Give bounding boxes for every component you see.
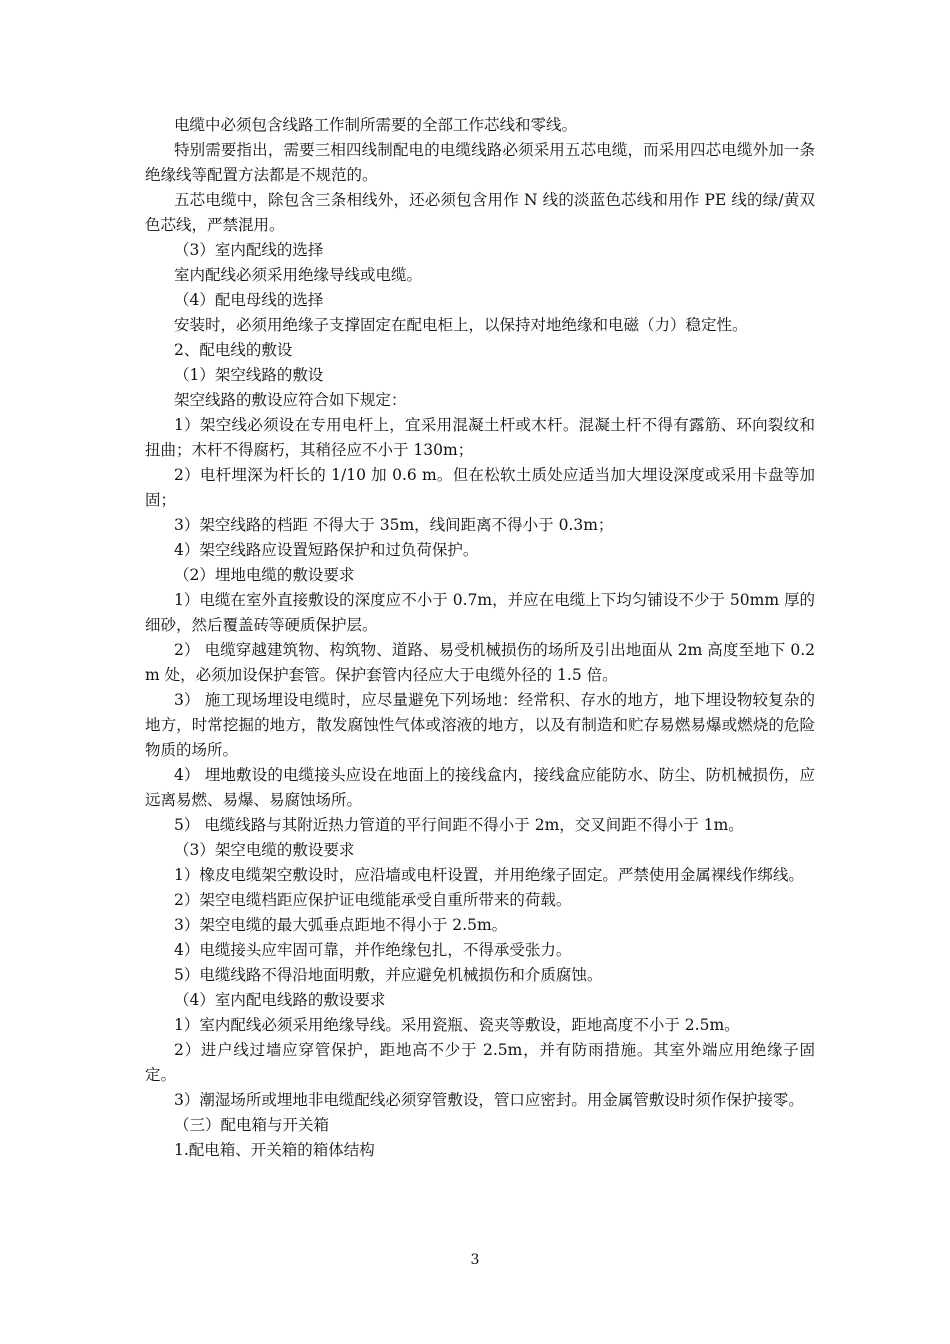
paragraph: 五芯电缆中，除包含三条相线外，还必须包含用作 N 线的淡蓝色芯线和用作 PE 线的绿/黄双色芯线，严禁混用。: [145, 191, 815, 234]
page-number: 3: [470, 1252, 480, 1268]
section-heading: （3）室内配线的选择: [174, 241, 324, 259]
document-body: [145, 113, 815, 1163]
paragraph: 室内配线必须采用绝缘导线或电缆。: [174, 266, 423, 284]
paragraph: 安装时，必须用绝缘子支撑固定在配电柜上，以保持对地绝缘和电磁（力）稳定性。: [174, 316, 748, 334]
list-item: 4）电缆接头应牢固可靠，并作绝缘包扎，不得承受张力。: [174, 941, 572, 959]
list-item: 1）橡皮电缆架空敷设时，应沿墙或电杆设置，并用绝缘子固定。严禁使用金属裸线作绑线。: [174, 866, 804, 884]
list-item: 3） 施工现场埋设电缆时，应尽量避免下列场地：经常积、存水的地方，地下埋设物较复杂的地方，时常挖掘的地方，散发腐蚀性气体或溶液的地方，以及有制造和贮存易燃易爆或燃烧的危险物质的场所。: [145, 691, 815, 759]
list-item: 5） 电缆线路与其附近热力管道的平行间距不得小于 2m，交叉间距不得小于 1m。: [174, 816, 744, 834]
paragraph: 电缆中必须包含线路工作制所需要的全部工作芯线和零线。: [174, 116, 578, 134]
section-heading: 1.配电箱、开关箱的箱体结构: [174, 1141, 375, 1159]
section-heading: （4）室内配电线路的敷设要求: [174, 991, 386, 1009]
list-item: 5）电缆线路不得沿地面明敷，并应避免机械损伤和介质腐蚀。: [174, 966, 603, 984]
list-item: 1）室内配线必须采用绝缘导线。采用瓷瓶、瓷夹等敷设，距地高度不小于 2.5m。: [174, 1016, 740, 1034]
section-heading: （三）配电箱与开关箱: [174, 1116, 330, 1134]
list-item: 2） 电缆穿越建筑物、构筑物、道路、易受机械损伤的场所及引出地面从 2m 高度至地下 0.2m 处，必须加设保护套管。保护套管内径应大于电缆外径的 1.5 倍。: [145, 641, 815, 684]
section-heading: （2）埋地电缆的敷设要求: [174, 566, 355, 584]
list-item: 2）进户线过墙应穿管保护，距地高不少于 2.5m，并有防雨措施。其室外端应用绝缘子固定。: [145, 1041, 815, 1084]
list-item: 3）架空线路的档距 不得大于 35m，线间距离不得小于 0.3m；: [174, 516, 614, 534]
list-item: 3）架空电缆的最大弧垂点距地不得小于 2.5m。: [174, 916, 508, 934]
list-item: 2）架空电缆档距应保护证电缆能承受自重所带来的荷载。: [174, 891, 572, 909]
section-heading: （1）架空线路的敷设: [174, 366, 324, 384]
list-item: 1）电缆在室外直接敷设的深度应不小于 0.7m，并应在电缆上下均匀铺设不少于 50mm 厚的细砂，然后覆盖砖等硬质保护层。: [145, 591, 815, 634]
list-item: 2）电杆埋深为杆长的 1/10 加 0.6 m。但在松软土质处应适当加大埋设深度或采用卡盘等加固；: [145, 466, 815, 509]
list-item: 4）架空线路应设置短路保护和过负荷保护。: [174, 541, 479, 559]
list-item: 1）架空线必须设在专用电杆上，宜采用混凝土杆或木杆。混凝土杆不得有露筋、环向裂纹和扭曲；木杆不得腐朽，其稍径应不小于 130m；: [145, 416, 815, 459]
section-heading: （3）架空电缆的敷设要求: [174, 841, 355, 859]
list-item: 4） 埋地敷设的电缆接头应设在地面上的接线盒内，接线盒应能防水、防尘、防机械损伤，应远离易燃、易爆、易腐蚀场所。: [145, 766, 815, 809]
paragraph: 架空线路的敷设应符合如下规定：: [174, 391, 407, 409]
paragraph: 特别需要指出，需要三相四线制配电的电缆线路必须采用五芯电缆，而采用四芯电缆外加一条绝缘线等配置方法都是不规范的。: [145, 141, 815, 184]
list-item: 3）潮湿场所或埋地非电缆配线必须穿管敷设，管口应密封。用金属管敷设时须作保护接零。: [174, 1091, 804, 1109]
section-heading: （4）配电母线的选择: [174, 291, 324, 309]
section-heading: 2、配电线的敷设: [174, 341, 293, 359]
